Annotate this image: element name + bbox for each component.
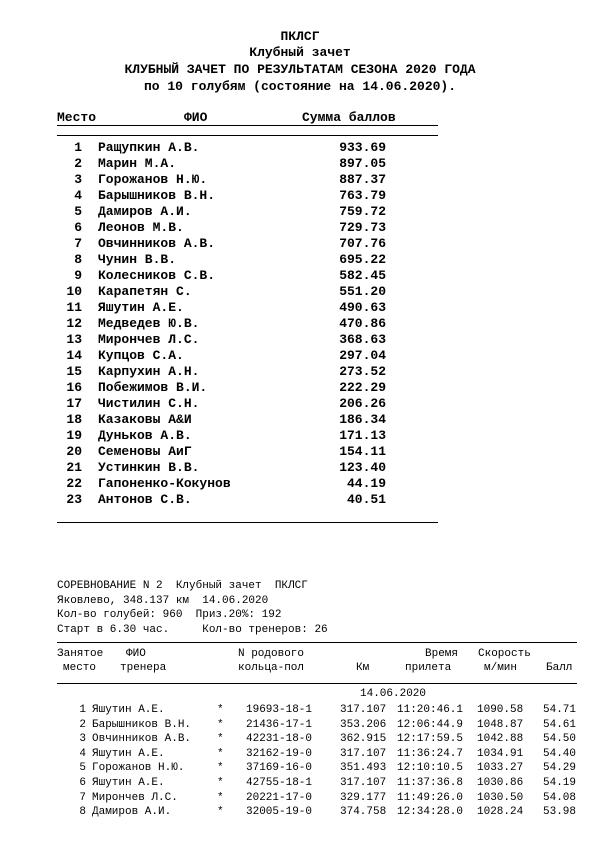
org-title: ПКЛСГ: [280, 29, 320, 44]
row-place: 21: [66, 460, 82, 475]
row-score: 171.13: [339, 428, 386, 443]
row-score: 470.86: [339, 316, 386, 331]
row-score: 297.04: [339, 348, 386, 363]
table-row: [0, 762, 600, 776]
row-km: 317.107: [340, 747, 387, 760]
page-title: КЛУБНЫЙ ЗАЧЕТ ПО РЕЗУЛЬТАТАМ СЕЗОНА 2020 ГОДА: [124, 62, 476, 77]
row-place: 4: [74, 188, 82, 203]
table-row: [0, 380, 600, 396]
competition-location: Яковлево, 348.137 км 14.06.2020: [57, 595, 269, 607]
row-time: 11:36:24.7: [397, 747, 464, 760]
row-score: 897.05: [339, 156, 386, 171]
row-place: 9: [74, 268, 82, 283]
title-note: по 10 голубям (состояние на 14.06.2020).: [143, 79, 457, 94]
table-row: [0, 396, 600, 412]
row-name: Яшутин А.Е.: [98, 300, 184, 315]
row-name: Мирончев Л.С.: [98, 332, 200, 347]
table-row: [0, 704, 600, 718]
table-row: [0, 412, 600, 428]
row-score: 54.29: [543, 762, 577, 775]
table-row: [0, 719, 600, 733]
row-place: 7: [74, 236, 82, 251]
table-row: [0, 156, 600, 172]
row-time: 11:20:46.1: [397, 704, 464, 716]
table-row: [0, 777, 600, 791]
row-name: Овчинников А.В.: [98, 236, 216, 251]
competition-count: Кол-во голубей: 960 Приз.20%: 192: [57, 609, 282, 621]
row-time: 12:17:59.5: [397, 733, 464, 746]
col-name: ФИО: [184, 110, 208, 125]
row-km: 351.493: [340, 762, 387, 775]
row-name: Марин М.А.: [98, 156, 177, 171]
competition-title: СОРЕВНОВАНИЕ N 2 Клубный зачет ПКЛСГ: [57, 580, 308, 592]
row-ring: 32162-19-0: [246, 747, 313, 760]
table-row: [0, 204, 600, 220]
row-score: 551.20: [339, 284, 386, 299]
table-row: [0, 284, 600, 300]
col-name-b: тренера: [120, 662, 167, 674]
row-place: 2: [74, 156, 82, 171]
row-place: 10: [66, 284, 82, 299]
row-score: 186.34: [339, 412, 386, 427]
row-ring: 19693-18-1: [246, 704, 313, 716]
row-name: Семеновы АиГ: [98, 444, 192, 459]
row-speed: 1030.86: [477, 777, 524, 789]
row-place: 11: [66, 300, 82, 315]
table-row: [0, 748, 600, 762]
table-row: [0, 806, 600, 820]
row-place: 1: [74, 140, 82, 155]
row-place: 8: [79, 806, 86, 819]
row-score: 729.73: [339, 220, 386, 235]
col-ring-b: кольца-пол: [238, 662, 305, 674]
col-place: Место: [57, 110, 97, 125]
row-speed: 1034.91: [477, 747, 524, 760]
col-speed-b: м/мин: [484, 662, 518, 674]
row-ring: 20221-17-0: [246, 791, 313, 804]
row-mark: *: [217, 777, 224, 789]
table-row: [0, 364, 600, 380]
col-time-a: Время: [425, 648, 459, 660]
row-name: Ращупкин А.В.: [98, 140, 200, 155]
row-time: 11:37:36.8: [397, 777, 464, 789]
row-score: 763.79: [339, 188, 386, 203]
row-speed: 1042.88: [477, 733, 524, 746]
row-name: Медведев Ю.В.: [98, 316, 200, 331]
row-place: 6: [74, 220, 82, 235]
row-score: 582.45: [339, 268, 386, 283]
row-name: Дуньков А.В.: [98, 428, 192, 443]
table-row: [0, 268, 600, 284]
table-row: [0, 188, 600, 204]
row-score: 54.50: [543, 733, 577, 746]
row-km: 374.758: [340, 806, 387, 819]
row-name: Гапоненко-Кокунов: [98, 476, 231, 491]
row-place: 8: [74, 252, 82, 267]
row-score: 154.11: [339, 444, 386, 459]
row-place: 5: [74, 204, 82, 219]
row-score: 887.37: [339, 172, 386, 187]
row-name: Казаковы А&И: [98, 412, 192, 427]
row-name: Дамиров А.И.: [92, 806, 172, 819]
row-score: 44.19: [346, 476, 386, 491]
row-speed: 1048.87: [477, 718, 524, 731]
row-score: 490.63: [339, 300, 386, 315]
row-mark: *: [217, 733, 224, 746]
row-score: 933.69: [339, 140, 386, 155]
row-score: 54.61: [543, 718, 577, 731]
row-mark: *: [217, 762, 224, 775]
row-name: Горожанов Н.Ю.: [98, 172, 208, 187]
row-name: Чистилин С.Н.: [98, 396, 200, 411]
row-name: Устинкин В.В.: [98, 460, 200, 475]
row-name: Яшутин А.Е.: [92, 747, 165, 760]
row-name: Карпухин А.Н.: [98, 364, 200, 379]
row-ring: 42231-18-0: [246, 733, 313, 746]
row-place: 3: [79, 733, 86, 746]
row-mark: *: [217, 747, 224, 760]
row-km: 329.177: [340, 791, 387, 804]
col-speed-a: Скорость: [478, 648, 531, 660]
row-km: 353.206: [340, 718, 387, 731]
col-place-b: место: [63, 662, 97, 674]
row-name: Леонов М.В.: [98, 220, 184, 235]
row-place: 18: [66, 412, 82, 427]
table-row: [0, 300, 600, 316]
row-place: 6: [79, 777, 86, 789]
row-km: 362.915: [340, 733, 387, 746]
row-place: 20: [66, 444, 82, 459]
col-score: Сумма баллов: [302, 110, 396, 125]
row-ring: 42755-18-1: [246, 777, 313, 789]
col-time-b: прилета: [405, 662, 452, 674]
table-row: [0, 172, 600, 188]
row-score: 759.72: [339, 204, 386, 219]
table-row: [0, 252, 600, 268]
row-speed: 1033.27: [477, 762, 524, 775]
row-ring: 37169-16-0: [246, 762, 313, 775]
row-name: Чунин В.В.: [98, 252, 177, 267]
row-name: Горожанов Н.Ю.: [92, 762, 185, 775]
row-place: 2: [79, 718, 86, 731]
row-name: Антонов С.В.: [98, 492, 192, 507]
row-score: 40.51: [346, 492, 386, 507]
row-score: 695.22: [339, 252, 386, 267]
row-ring: 32005-19-0: [246, 806, 313, 819]
table-row: [0, 492, 600, 508]
col-score: Балл: [546, 662, 573, 674]
row-km: 317.107: [340, 777, 387, 789]
row-name: Овчинников А.В.: [92, 733, 192, 746]
row-mark: *: [217, 791, 224, 804]
row-score: 54.19: [543, 777, 577, 789]
table-row: [0, 316, 600, 332]
row-score: 54.08: [543, 791, 577, 804]
row-ring: 21436-17-1: [246, 718, 313, 731]
row-time: 12:34:28.0: [397, 806, 464, 819]
row-time: 12:06:44.9: [397, 718, 464, 731]
col-ring-a: N родового: [238, 648, 305, 660]
row-place: 12: [66, 316, 82, 331]
row-place: 22: [66, 476, 82, 491]
table-row: [0, 332, 600, 348]
col-place-a: Занятое: [57, 648, 104, 660]
row-name: Яшутин А.Е.: [92, 704, 165, 716]
divider: [57, 125, 438, 126]
row-place: 1: [79, 704, 86, 716]
row-place: 15: [66, 364, 82, 379]
row-place: 16: [66, 380, 82, 395]
table-row: [0, 428, 600, 444]
row-score: 53.98: [543, 806, 577, 819]
row-score: 54.71: [543, 704, 577, 716]
row-km: 317.107: [340, 704, 387, 716]
table-row: [0, 476, 600, 492]
row-score: 273.52: [339, 364, 386, 379]
row-speed: 1028.24: [477, 806, 524, 819]
table-row: [0, 348, 600, 364]
table-row: [0, 792, 600, 806]
row-name: Яшутин А.Е.: [92, 777, 165, 789]
row-score: 123.40: [339, 460, 386, 475]
row-name: Колесников С.В.: [98, 268, 216, 283]
row-name: Дамиров А.И.: [98, 204, 192, 219]
row-score: 707.76: [339, 236, 386, 251]
row-score: 206.26: [339, 396, 386, 411]
row-name: Карапетян С.: [98, 284, 192, 299]
row-place: 23: [66, 492, 82, 507]
row-name: Барышников В.Н.: [98, 188, 216, 203]
table-row: [0, 444, 600, 460]
divider: [57, 522, 438, 523]
row-place: 3: [74, 172, 82, 187]
row-place: 4: [79, 747, 86, 760]
col-name-a: ФИО: [126, 648, 146, 660]
row-place: 17: [66, 396, 82, 411]
row-score: 368.63: [339, 332, 386, 347]
row-mark: *: [217, 704, 224, 716]
row-speed: 1030.50: [477, 791, 524, 804]
row-place: 5: [79, 762, 86, 775]
row-name: Побежимов В.И.: [98, 380, 208, 395]
table-row: [0, 460, 600, 476]
row-name: Купцов С.А.: [98, 348, 184, 363]
row-place: 13: [66, 332, 82, 347]
row-mark: *: [217, 718, 224, 731]
date-label: 14.06.2020: [360, 688, 427, 700]
row-speed: 1090.58: [477, 704, 524, 716]
subtitle: Клубный зачет: [249, 45, 351, 60]
row-score: 54.40: [543, 747, 577, 760]
table-row: [0, 140, 600, 156]
row-place: 14: [66, 348, 82, 363]
divider: [57, 683, 577, 684]
row-name: Барышников В.Н.: [92, 718, 192, 731]
row-name: Мирончев Л.С.: [92, 791, 178, 804]
row-place: 7: [79, 791, 86, 804]
row-time: 11:49:26.0: [397, 791, 464, 804]
row-time: 12:10:10.5: [397, 762, 464, 775]
table-row: [0, 236, 600, 252]
table-row: [0, 733, 600, 747]
row-score: 222.29: [339, 380, 386, 395]
divider: [57, 642, 577, 643]
competition-start: Старт в 6.30 час. Кол-во тренеров: 26: [57, 624, 328, 636]
row-mark: *: [217, 806, 224, 819]
row-place: 19: [66, 428, 82, 443]
col-km: Км: [356, 662, 370, 674]
table-row: [0, 220, 600, 236]
divider: [57, 135, 438, 136]
